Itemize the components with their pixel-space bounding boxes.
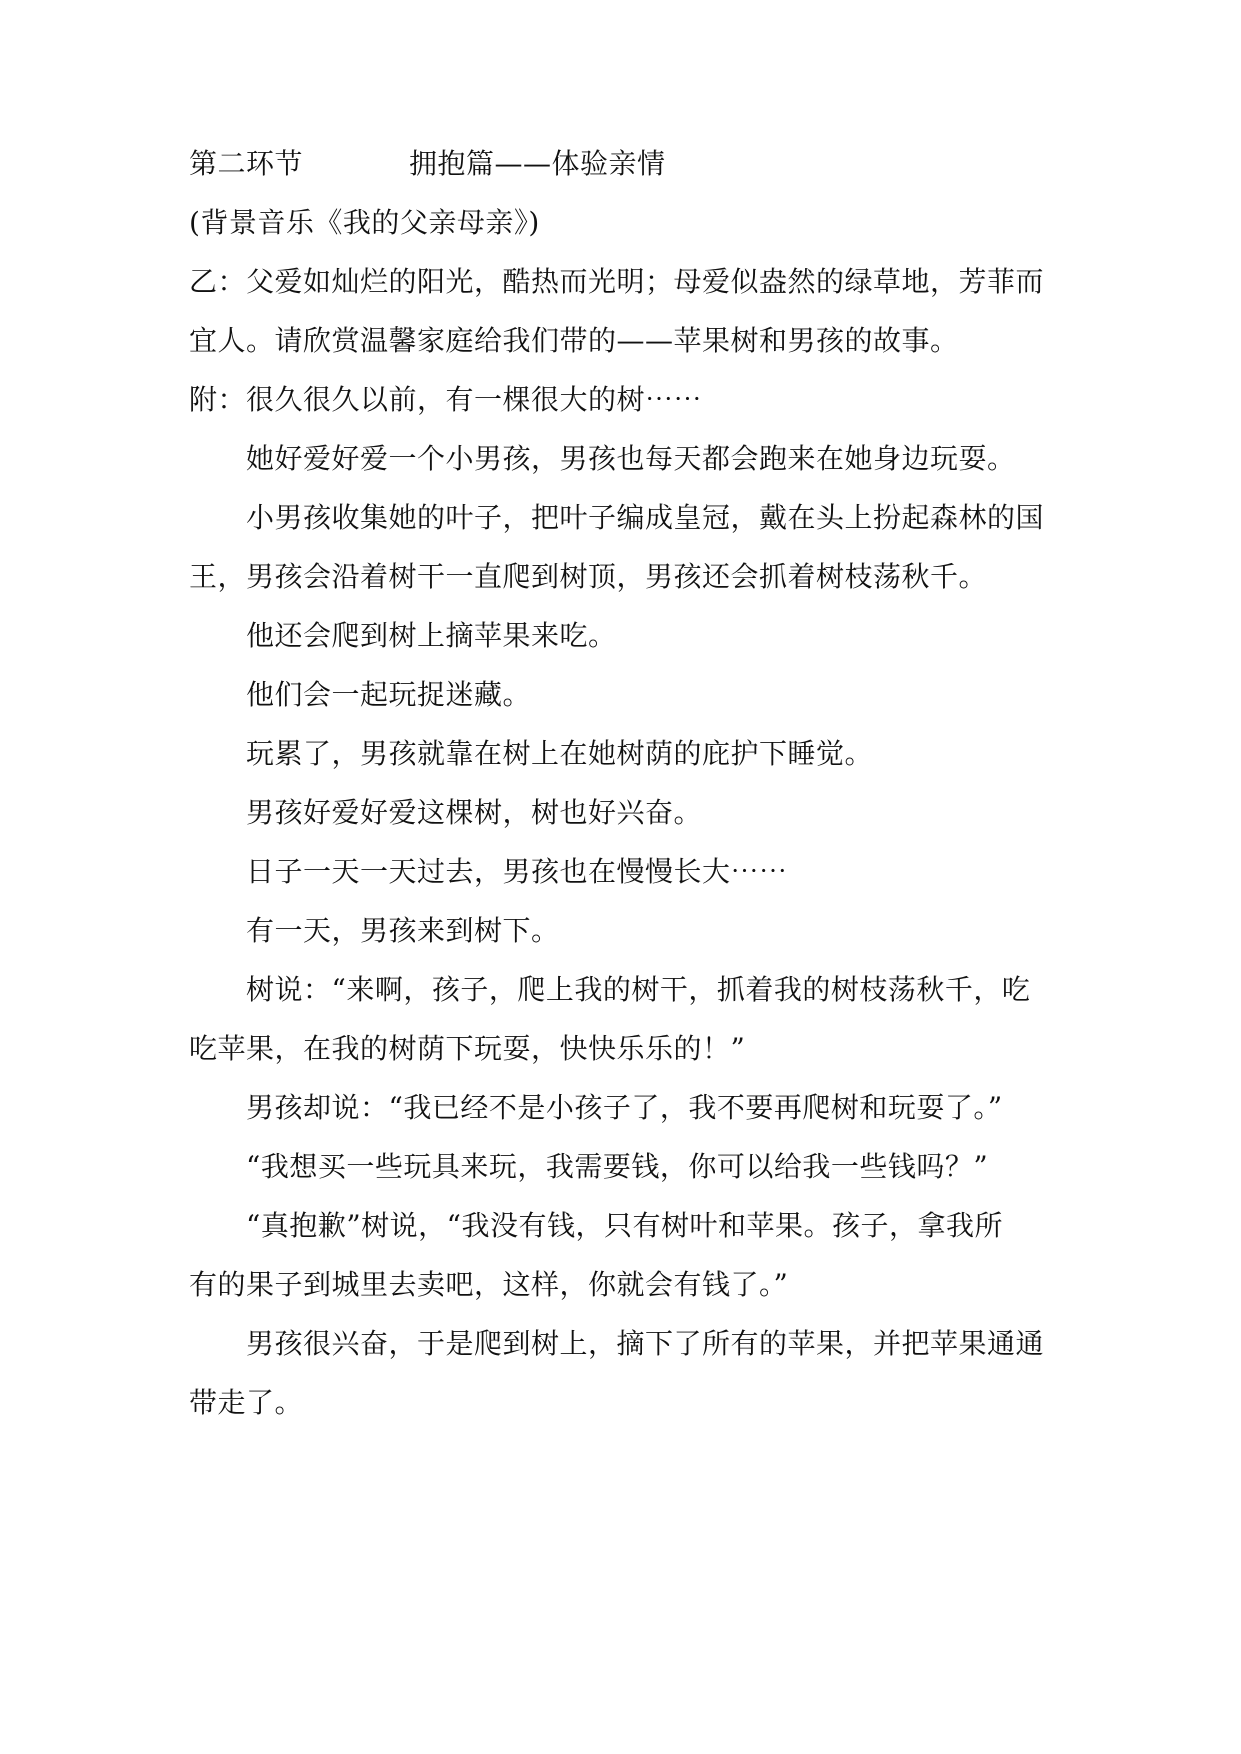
paragraph-line: 有的果子到城里去卖吧，这样，你就会有钱了。” bbox=[189, 1268, 789, 1301]
paragraph-line: “我想买一些玩具来玩，我需要钱，你可以给我一些钱吗？” bbox=[246, 1150, 989, 1183]
paragraph-line: 吃苹果，在我的树荫下玩耍，快快乐乐的！” bbox=[189, 1032, 746, 1065]
paragraph-line: 王，男孩会沿着树干一直爬到树顶，男孩还会抓着树枝荡秋千。 bbox=[189, 560, 988, 593]
paragraph-line: 乙：父爱如灿烂的阳光，酷热而光明；母爱似盎然的绿草地，芳菲而 bbox=[189, 265, 1045, 298]
paragraph-line: 男孩很兴奋，于是爬到树上，摘下了所有的苹果，并把苹果通通 bbox=[246, 1327, 1045, 1360]
paragraph-line: 小男孩收集她的叶子，把叶子编成皇冠，戴在头上扮起森林的国 bbox=[246, 501, 1045, 534]
section-heading bbox=[189, 144, 666, 184]
paragraph-line: 宜人。请欣赏温馨家庭给我们带的——苹果树和男孩的故事。 bbox=[189, 324, 959, 357]
paragraph-line: 带走了。 bbox=[189, 1386, 304, 1419]
paragraph-line: 日子一天一天过去，男孩也在慢慢长大⋯⋯ bbox=[246, 855, 788, 888]
paragraph-line: 玩累了，男孩就靠在树上在她树荫的庇护下睡觉。 bbox=[246, 737, 874, 770]
paragraph-line: 他们会一起玩捉迷藏。 bbox=[246, 678, 532, 711]
paragraph-line: “真抱歉”树说，“我没有钱，只有树叶和苹果。孩子，拿我所 bbox=[246, 1209, 1003, 1242]
paragraph-line: 男孩好爱好爱这棵树，树也好兴奋。 bbox=[246, 796, 703, 829]
paragraph-line: 他还会爬到树上摘苹果来吃。 bbox=[246, 619, 617, 652]
paragraph-line: 男孩却说：“我已经不是小孩子了，我不要再爬树和玩耍了。” bbox=[246, 1091, 1003, 1124]
section-title: 拥抱篇——体验亲情 bbox=[409, 147, 666, 180]
paragraph-line: 有一天，男孩来到树下。 bbox=[246, 914, 560, 947]
section-label: 第二环节 bbox=[189, 147, 304, 180]
paragraph-line: 树说：“来啊，孩子，爬上我的树干，抓着我的树枝荡秋千，吃 bbox=[246, 973, 1031, 1006]
background-music-note: (背景音乐《我的父亲母亲》) bbox=[189, 206, 540, 239]
paragraph-line: 她好爱好爱一个小男孩，男孩也每天都会跑来在她身边玩耍。 bbox=[246, 442, 1016, 475]
paragraph-line: 附：很久很久以前，有一棵很大的树⋯⋯ bbox=[189, 383, 703, 416]
